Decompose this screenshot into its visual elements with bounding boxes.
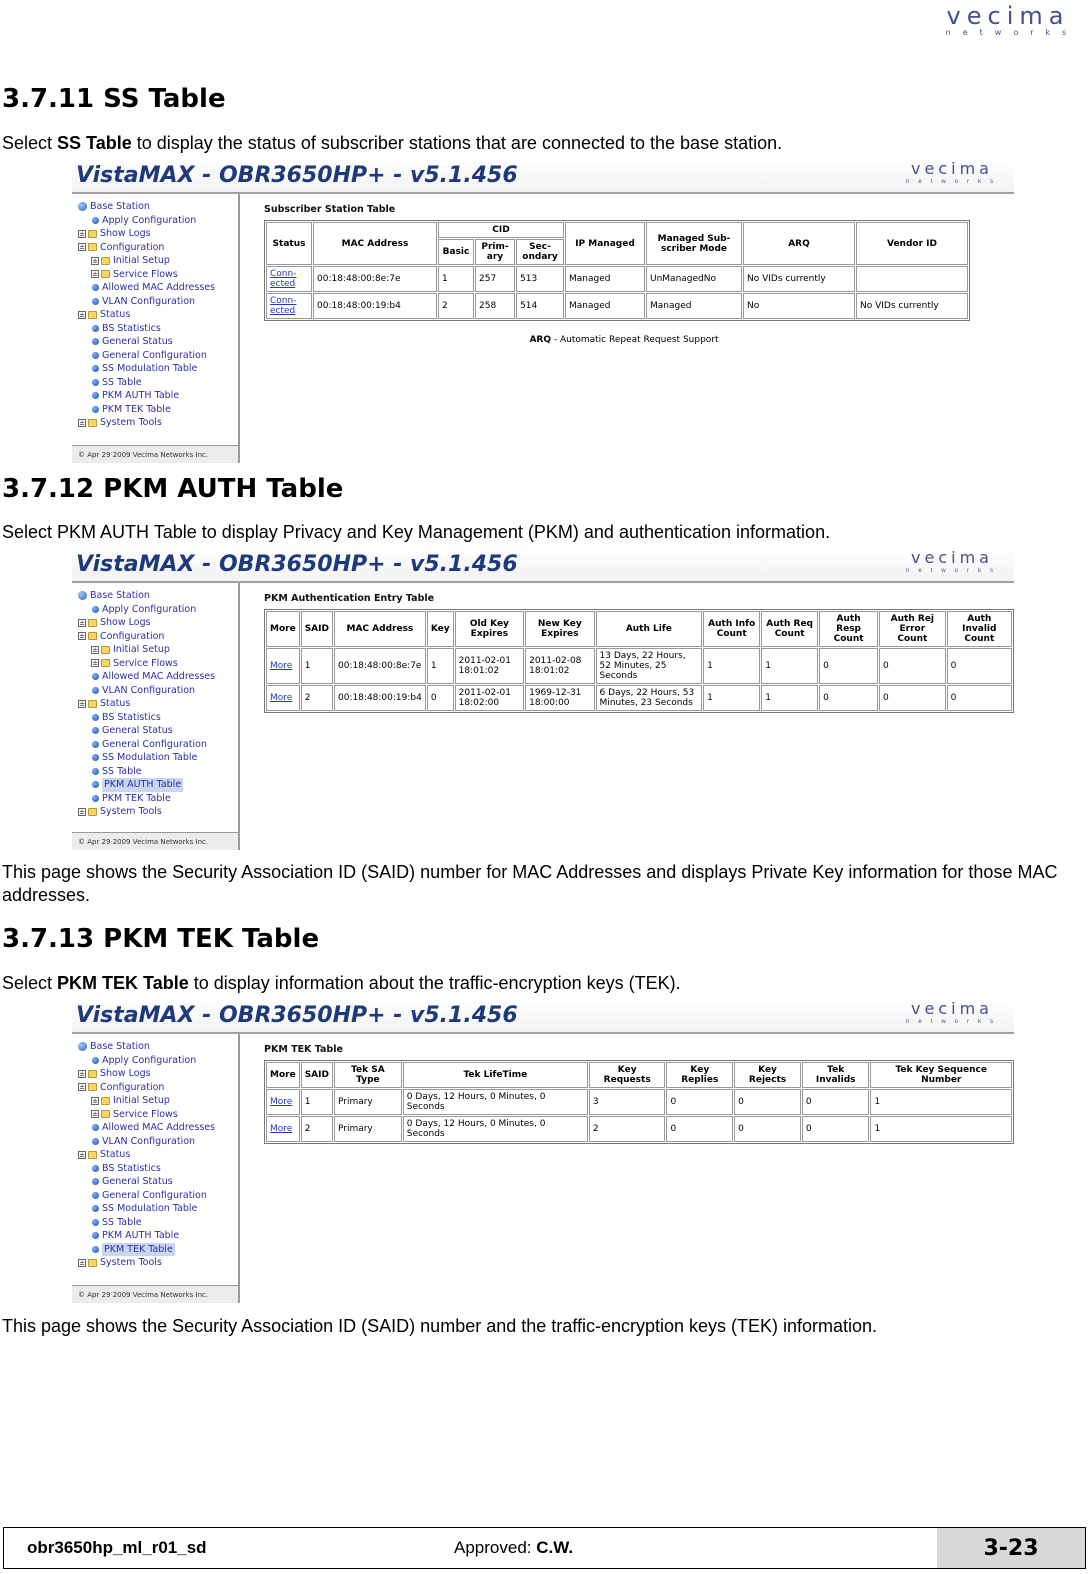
nav-item-pkm-tek-table[interactable]: PKM TEK Table xyxy=(76,792,238,806)
nav-item-pkm-auth-table[interactable]: PKM AUTH Table xyxy=(76,1229,238,1243)
nav-item-apply-configuration[interactable]: Apply Configuration xyxy=(76,603,238,617)
table-title: Subscriber Station Table xyxy=(264,204,396,215)
table-cell: 2011-02-01 18:01:02 xyxy=(455,648,524,684)
col-header: Auth Rej Error Count xyxy=(879,611,946,647)
folder-icon xyxy=(88,619,97,627)
folder-icon xyxy=(88,243,97,251)
bullet-icon xyxy=(92,727,99,734)
folder-icon xyxy=(88,230,97,238)
table-title: PKM Authentication Entry Table xyxy=(264,593,435,604)
nav-item-show-logs[interactable]: ± Show Logs xyxy=(79,617,151,628)
nav-item-base-station[interactable]: Base Station xyxy=(76,1040,238,1054)
nav-item-bs-statistics[interactable]: BS Statistics xyxy=(76,1162,238,1176)
nav-tree: Base Station Apply Configuration ± Show Logs ± Configuration ± Initial Setup ± Service Flows Allowed MAC Addresses VLAN Configuration ± Status BS Statistics General Status General Configuration SS Modulation Table SS Table PKM AUTH Table PKM TEK Table ± System Tools © Apr 29 2009 Vecima Networks Inc. xyxy=(72,194,240,463)
folder-icon xyxy=(101,659,110,667)
nav-item-pkm-auth-table[interactable]: PKM AUTH Table xyxy=(76,778,238,792)
bullet-icon xyxy=(92,1178,99,1185)
table-cell: 2 xyxy=(438,293,474,319)
nav-item-ss-modulation-table[interactable]: SS Modulation Table xyxy=(76,751,238,765)
vecima-logo: vecima networks xyxy=(905,548,1002,574)
col-header: Key Rejects xyxy=(734,1062,801,1088)
col-header: Old Key Expires xyxy=(455,611,524,647)
table-cell: 00:18:48:00:19:b4 xyxy=(313,293,437,319)
expand-icon[interactable]: ± xyxy=(79,310,85,319)
vecima-logo: vecima networks xyxy=(905,999,1002,1025)
table-cell: 2 xyxy=(301,1116,333,1142)
folder-icon xyxy=(88,1083,97,1091)
bullet-icon xyxy=(92,795,99,802)
nav-item-status[interactable]: ± Status xyxy=(79,698,131,709)
bullet-icon xyxy=(92,298,99,305)
table-cell: 1969-12-31 18:00:00 xyxy=(525,685,594,711)
table-cell: 0 xyxy=(947,648,1012,684)
folder-icon xyxy=(101,1110,110,1118)
vecima-logo: vecima networks xyxy=(945,2,1079,37)
bullet-icon xyxy=(92,352,99,359)
nav-item-configuration[interactable]: ± Configuration xyxy=(79,241,165,253)
expand-icon[interactable]: ± xyxy=(79,1083,85,1092)
bullet-icon xyxy=(92,781,99,788)
table-cell: 0 xyxy=(666,1116,733,1142)
table-cell: 13 Days, 22 Hours, 52 Minutes, 25 Seconds xyxy=(596,648,703,684)
col-header: Auth Invalid Count xyxy=(947,611,1012,647)
pkm-auth-screenshot xyxy=(72,547,1014,850)
nav-item-system-tools[interactable]: ± System Tools xyxy=(79,1257,162,1268)
expand-icon[interactable]: ± xyxy=(79,632,85,641)
nav-item-vlan-configuration[interactable]: VLAN Configuration xyxy=(76,295,238,309)
nav-item-allowed-mac-addresses[interactable]: Allowed MAC Addresses xyxy=(76,1121,238,1135)
table-row xyxy=(266,266,968,292)
folder-icon xyxy=(101,646,110,654)
bullet-icon xyxy=(92,1205,99,1212)
subscriber-station-table xyxy=(264,220,970,321)
nav-item-system-tools[interactable]: ± System Tools xyxy=(79,417,162,428)
nav-item-configuration[interactable]: ± Configuration xyxy=(79,630,165,642)
table-cell: 0 Days, 12 Hours, 0 Minutes, 0 Seconds xyxy=(403,1116,588,1142)
nav-item-service-flows[interactable]: ± Service Flows xyxy=(92,268,178,280)
nav-tree: Base Station Apply Configuration ± Show Logs ± Configuration ± Initial Setup ± Service Flows Allowed MAC Addresses VLAN Configuration ± Status BS Statistics General Status General Configuration SS Modulation Table SS Table PKM AUTH Table PKM TEK Table ± System Tools © Apr 29 2009 Vecima Networks Inc. xyxy=(72,1034,240,1303)
table-cell: UnManagedNo xyxy=(646,266,742,292)
nav-item-show-logs[interactable]: ± Show Logs xyxy=(79,1068,151,1079)
section-after-pkm-tek: This page shows the Security Association ID (SAID) number and the traffic-encryption keys (TEK) information. xyxy=(2,1316,878,1336)
col-header: MAC Address xyxy=(313,222,437,265)
section-after-pkm-auth: This page shows the Security Association ID (SAID) number for MAC Addresses and displays Private Key information for those MAC addresses. xyxy=(2,862,1058,905)
nav-item-apply-configuration[interactable]: Apply Configuration xyxy=(76,214,238,228)
table-cell: 1 xyxy=(703,685,760,711)
folder-icon xyxy=(101,257,110,265)
bullet-icon xyxy=(92,768,99,775)
nav-item-pkm-tek-table[interactable]: PKM TEK Table xyxy=(76,403,238,417)
approved-by: Approved: C.W. xyxy=(454,1538,574,1557)
expand-icon[interactable]: ± xyxy=(79,229,85,238)
table-cell: 513 xyxy=(516,266,564,292)
table-cell: 2011-02-01 18:02:00 xyxy=(455,685,524,711)
table-cell: 0 xyxy=(819,685,878,711)
pkm-auth-table xyxy=(264,609,1014,713)
folder-icon xyxy=(88,1151,97,1159)
nav-item-ss-modulation-table[interactable]: SS Modulation Table xyxy=(76,362,238,376)
bullet-icon xyxy=(92,406,99,413)
nav-item-vlan-configuration[interactable]: VLAN Configuration xyxy=(76,684,238,698)
section-intro-pkm-auth-table: Select PKM AUTH Table to display Privacy and Key Management (PKM) and authentication information. xyxy=(2,522,831,542)
bullet-icon xyxy=(92,754,99,761)
page-number: 3-23 xyxy=(937,1528,1085,1568)
nav-item-allowed-mac-addresses[interactable]: Allowed MAC Addresses xyxy=(76,281,238,295)
vecima-logo: vecima networks xyxy=(905,159,1002,185)
bullet-icon xyxy=(92,1124,99,1131)
nav-item-configuration[interactable]: ± Configuration xyxy=(79,1081,165,1093)
nav-item-general-configuration[interactable]: General Configuration xyxy=(76,349,238,363)
folder-icon xyxy=(88,808,97,816)
expand-icon[interactable]: ± xyxy=(79,1150,85,1159)
section-heading-pkm-auth-table: 3.7.12 PKM AUTH Table xyxy=(2,474,344,504)
pkm-tek-screenshot xyxy=(72,998,1014,1303)
bullet-icon xyxy=(92,325,99,332)
table-cell: 1 xyxy=(427,648,454,684)
expand-icon[interactable]: ± xyxy=(79,418,85,427)
table-cell: 0 xyxy=(427,685,454,711)
table-cell: 00:18:48:00:8e:7e xyxy=(313,266,437,292)
expand-icon[interactable]: ± xyxy=(92,270,98,279)
table-cell: Managed xyxy=(565,293,645,319)
arq-note: ARQ - Automatic Repeat Request Support xyxy=(529,335,719,345)
folder-icon xyxy=(101,270,110,278)
col-header: Key Replies xyxy=(666,1062,733,1088)
table-row xyxy=(266,685,1012,711)
col-header: Auth Life xyxy=(596,611,703,647)
row-link[interactable]: Conn-ected xyxy=(266,266,312,292)
expand-icon[interactable]: ± xyxy=(79,699,85,708)
table-cell: 6 Days, 22 Hours, 53 Minutes, 23 Seconds xyxy=(596,685,703,711)
col-header: More xyxy=(266,1062,300,1088)
col-header: Vendor ID xyxy=(856,222,968,265)
bullet-icon xyxy=(92,741,99,748)
bullet-icon xyxy=(92,606,99,613)
pkm-tek-table xyxy=(264,1060,1014,1144)
table-cell: 0 xyxy=(802,1116,870,1142)
expand-icon[interactable]: ± xyxy=(92,256,98,265)
table-cell: 0 xyxy=(734,1116,801,1142)
bullet-icon xyxy=(92,217,99,224)
bullet-icon xyxy=(92,365,99,372)
globe-icon xyxy=(78,1042,87,1051)
table-cell: Managed xyxy=(565,266,645,292)
table-row xyxy=(266,1116,1012,1142)
table-cell: 0 Days, 12 Hours, 0 Minutes, 0 Seconds xyxy=(403,1089,588,1115)
nav-item-ss-table[interactable]: SS Table xyxy=(76,765,238,779)
bullet-icon xyxy=(92,1232,99,1239)
doc-id: obr3650hp_ml_r01_sd xyxy=(27,1538,207,1557)
table-cell: Managed xyxy=(646,293,742,319)
nav-item-pkm-tek-table[interactable]: PKM TEK Table xyxy=(76,1243,238,1257)
col-header: Auth Info Count xyxy=(703,611,760,647)
app-banner: VistaMAX - OBR3650HP+ - v5.1.456 vecima networks xyxy=(72,998,1014,1034)
table-cell: 514 xyxy=(516,293,564,319)
col-header: Tek LifeTime xyxy=(403,1062,588,1088)
folder-icon xyxy=(88,311,97,319)
bullet-icon xyxy=(92,687,99,694)
nav-item-general-status[interactable]: General Status xyxy=(76,1175,238,1189)
expand-icon[interactable]: ± xyxy=(79,807,85,816)
table-cell: 0 xyxy=(819,648,878,684)
table-cell: 1 xyxy=(703,648,760,684)
table-cell: 2 xyxy=(589,1116,666,1142)
table-row xyxy=(266,648,1012,684)
expand-icon[interactable]: ± xyxy=(92,645,98,654)
col-header: Managed Sub-scriber Mode xyxy=(646,222,742,265)
table-cell: No xyxy=(743,293,855,319)
table-cell: 00:18:48:00:19:b4 xyxy=(334,685,426,711)
nav-item-initial-setup[interactable]: ± Initial Setup xyxy=(92,644,170,655)
table-cell: 2 xyxy=(301,685,333,711)
folder-icon xyxy=(88,700,97,708)
table-row xyxy=(266,1089,1012,1115)
table-cell: 258 xyxy=(475,293,515,319)
col-header: IP Managed xyxy=(565,222,645,265)
col-header: More xyxy=(266,611,300,647)
col-header: SAID xyxy=(301,611,333,647)
globe-icon xyxy=(78,591,87,600)
bullet-icon xyxy=(92,284,99,291)
col-header: Tek Key Sequence Number xyxy=(870,1062,1012,1088)
col-header: Key Requests xyxy=(589,1062,666,1088)
table-cell: Primary xyxy=(334,1116,402,1142)
nav-item-ss-modulation-table[interactable]: SS Modulation Table xyxy=(76,1202,238,1216)
nav-item-pkm-auth-table[interactable]: PKM AUTH Table xyxy=(76,389,238,403)
nav-tree: Base Station Apply Configuration ± Show Logs ± Configuration ± Initial Setup ± Service Flows Allowed MAC Addresses VLAN Configuration ± Status BS Statistics General Status General Configuration SS Modulation Table SS Table PKM AUTH Table PKM TEK Table ± System Tools © Apr 29 2009 Vecima Networks Inc. xyxy=(72,583,240,850)
nav-item-bs-statistics[interactable]: BS Statistics xyxy=(76,322,238,336)
col-header: Key xyxy=(427,611,454,647)
folder-icon xyxy=(88,632,97,640)
bullet-icon xyxy=(92,1192,99,1199)
bullet-icon xyxy=(92,1057,99,1064)
row-link[interactable]: Conn-ected xyxy=(266,293,312,319)
nav-item-apply-configuration[interactable]: Apply Configuration xyxy=(76,1054,238,1068)
bullet-icon xyxy=(92,714,99,721)
expand-icon[interactable]: ± xyxy=(92,659,98,668)
col-header: ARQ xyxy=(743,222,855,265)
col-header: Status xyxy=(266,222,312,265)
col-header: Auth Req Count xyxy=(761,611,818,647)
expand-icon[interactable]: ± xyxy=(92,1096,98,1105)
table-cell: No VIDs currently xyxy=(743,266,855,292)
nav-item-show-logs[interactable]: ± Show Logs xyxy=(79,228,151,239)
row-link[interactable]: More xyxy=(266,685,300,711)
col-header: CID xyxy=(438,222,564,238)
ss-table-screenshot xyxy=(72,158,1014,463)
nav-item-status[interactable]: ± Status xyxy=(79,309,131,320)
nav-item-initial-setup[interactable]: ± Initial Setup xyxy=(92,1095,170,1106)
app-banner: VistaMAX - OBR3650HP+ - v5.1.456 vecima networks xyxy=(72,158,1014,194)
table-cell: 1 xyxy=(301,1089,333,1115)
bullet-icon xyxy=(92,673,99,680)
page-footer xyxy=(3,1527,1086,1569)
table-row xyxy=(266,293,968,319)
nav-item-ss-table[interactable]: SS Table xyxy=(76,1216,238,1230)
col-header: Sec-ondary xyxy=(516,239,564,265)
section-heading-ss-table: 3.7.11 SS Table xyxy=(2,84,226,114)
nav-item-general-status[interactable]: General Status xyxy=(76,724,238,738)
col-header: Tek Invalids xyxy=(802,1062,870,1088)
nav-item-general-status[interactable]: General Status xyxy=(76,335,238,349)
bullet-icon xyxy=(92,1138,99,1145)
col-header: Basic xyxy=(438,239,474,265)
expand-icon[interactable]: ± xyxy=(92,1110,98,1119)
nav-item-base-station[interactable]: Base Station xyxy=(76,589,238,603)
nav-item-bs-statistics[interactable]: BS Statistics xyxy=(76,711,238,725)
table-cell: 1 xyxy=(870,1116,1012,1142)
section-intro-pkm-tek-table: Select PKM TEK Table to display information about the traffic-encryption keys (TEK). xyxy=(2,973,681,993)
globe-icon xyxy=(78,202,87,211)
col-header: Prim-ary xyxy=(475,239,515,265)
table-cell: 0 xyxy=(947,685,1012,711)
nav-item-general-configuration[interactable]: General Configuration xyxy=(76,738,238,752)
expand-icon[interactable]: ± xyxy=(79,243,85,252)
row-link[interactable]: More xyxy=(266,1089,300,1115)
folder-icon xyxy=(88,1070,97,1078)
expand-icon[interactable]: ± xyxy=(79,618,85,627)
col-header: Tek SA Type xyxy=(334,1062,402,1088)
bullet-icon xyxy=(92,379,99,386)
section-intro-ss-table: Select SS Table to display the status of subscriber stations that are connected to the base station. xyxy=(2,133,783,153)
folder-icon xyxy=(88,1259,97,1267)
app-banner: VistaMAX - OBR3650HP+ - v5.1.456 vecima networks xyxy=(72,547,1014,583)
table-cell: 0 xyxy=(879,648,946,684)
row-link[interactable]: More xyxy=(266,648,300,684)
bullet-icon xyxy=(92,392,99,399)
nav-item-initial-setup[interactable]: ± Initial Setup xyxy=(92,255,170,266)
table-cell: 2011-02-08 18:01:02 xyxy=(525,648,594,684)
nav-item-status[interactable]: ± Status xyxy=(79,1149,131,1160)
expand-icon[interactable]: ± xyxy=(79,1069,85,1078)
expand-icon[interactable]: ± xyxy=(79,1258,85,1267)
bullet-icon xyxy=(92,1219,99,1226)
table-cell: 1 xyxy=(761,685,818,711)
folder-icon xyxy=(88,419,97,427)
nav-item-general-configuration[interactable]: General Configuration xyxy=(76,1189,238,1203)
table-cell: 0 xyxy=(802,1089,870,1115)
table-cell: 1 xyxy=(301,648,333,684)
table-cell: 00:18:48:00:8e:7e xyxy=(334,648,426,684)
nav-item-service-flows[interactable]: ± Service Flows xyxy=(92,1108,178,1120)
table-cell: 1 xyxy=(761,648,818,684)
table-cell: 3 xyxy=(589,1089,666,1115)
bullet-icon xyxy=(92,1246,99,1253)
col-header: New Key Expires xyxy=(525,611,594,647)
col-header: Auth Resp Count xyxy=(819,611,878,647)
col-header: SAID xyxy=(301,1062,333,1088)
nav-item-allowed-mac-addresses[interactable]: Allowed MAC Addresses xyxy=(76,670,238,684)
table-cell: No VIDs currently xyxy=(856,293,968,319)
nav-item-system-tools[interactable]: ± System Tools xyxy=(79,806,162,817)
table-title: PKM TEK Table xyxy=(264,1044,343,1055)
nav-item-base-station[interactable]: Base Station xyxy=(76,200,238,214)
nav-item-service-flows[interactable]: ± Service Flows xyxy=(92,657,178,669)
bullet-icon xyxy=(92,338,99,345)
section-heading-pkm-tek-table: 3.7.13 PKM TEK Table xyxy=(2,924,320,954)
col-header: MAC Address xyxy=(334,611,426,647)
folder-icon xyxy=(101,1097,110,1105)
table-cell: 1 xyxy=(870,1089,1012,1115)
table-cell: 1 xyxy=(438,266,474,292)
nav-item-ss-table[interactable]: SS Table xyxy=(76,376,238,390)
row-link[interactable]: More xyxy=(266,1116,300,1142)
table-cell xyxy=(856,266,968,292)
nav-item-vlan-configuration[interactable]: VLAN Configuration xyxy=(76,1135,238,1149)
table-cell: Primary xyxy=(334,1089,402,1115)
table-cell: 257 xyxy=(475,266,515,292)
table-cell: 0 xyxy=(666,1089,733,1115)
bullet-icon xyxy=(92,1165,99,1172)
table-cell: 0 xyxy=(879,685,946,711)
table-cell: 0 xyxy=(734,1089,801,1115)
